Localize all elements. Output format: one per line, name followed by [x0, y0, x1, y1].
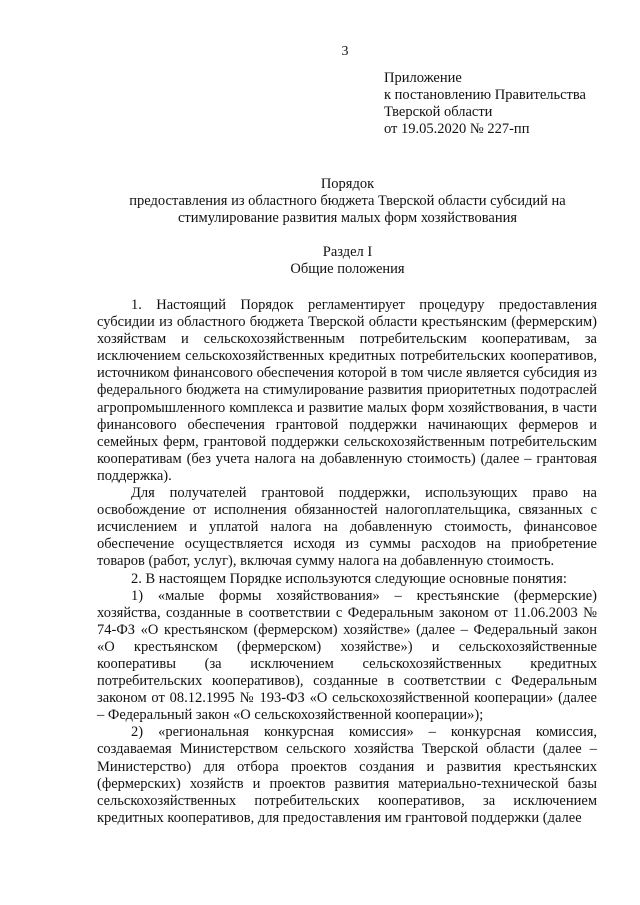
paragraph: 1) «малые формы хозяйствования» – крестьянские (фермерские) хозяйства, созданные в соответствии с Федеральным законом от 11.06.2003 № 74-ФЗ «О крестьянском (фермерском) хозяйстве» (далее – Федеральный закон «О крестьянском (фермерском) хозяйстве») и сельскохозяйственные кооперативы (за исключением сельскохозяйственных кредитных потребительских кооперативов), созданные в соответствии с Федеральным законом от 08.12.1995 № 193-ФЗ «О сельскохозяйственной кооперации» (далее – Федеральный закон «О сельскохозяйственной кооперации»); [97, 587, 597, 724]
body-text [97, 297, 597, 827]
title-line: стимулирование развития малых форм хозяйствования [177, 210, 518, 226]
paragraph: 2. В настоящем Порядке используются следующие основные понятия: [131, 570, 567, 587]
appendix-line: от 19.05.2020 № 227-пп [384, 121, 530, 137]
appendix-line: к постановлению Правительства [384, 87, 586, 103]
paragraph: 1. Настоящий Порядок регламентирует процедуру предоставления субсидии из областного бюджета Тверской области крестьянским (фермерским) хозяйствам и сельскохозяйственным потребительским кооперативам, за исключением сельскохозяйственных кредитных потребительских кооперативов, источником финансового обеспечения которой в том числе является субсидия из федерального бюджета на стимулирование развития приоритетных подотраслей агропромышленного комплекса и развитие малых форм хозяйствования, в части финансового обеспечения грантовой поддержки начинающих фермеров и семейных ферм, грантовой поддержки сельскохозяйственным потребительским кооперативам (без учета налога на добавленную стоимость) (далее – грантовая поддержка). [97, 297, 597, 484]
title-line: предоставления из областного бюджета Тверской области субсидий на [129, 193, 566, 209]
section-number: Раздел I [322, 244, 373, 260]
appendix-line: Приложение [384, 70, 462, 86]
appendix-line: Тверской области [384, 104, 493, 120]
page-number: 3 [341, 44, 349, 59]
appendix-header [384, 70, 624, 138]
document-title [80, 176, 615, 227]
paragraph: Для получателей грантовой поддержки, использующих право на освобождение от исполнения обязанностей налогоплательщика, связанных с исчислением и уплатой налога на добавленную стоимость, финансовое обеспечение осуществляется исходя из суммы расходов на приобретение товаров (работ, услуг), включая сумму налога на добавленную стоимость. [97, 485, 597, 570]
paragraph: 2) «региональная конкурсная комиссия» – конкурсная комиссия, создаваемая Министерством сельского хозяйства Тверской области (далее – Министерство) для отбора проектов создания и развития крестьянских (фермерских) хозяйств и проектов развития материально-технической базы сельскохозяйственных потребительских кооперативов, за исключением кредитных кооперативов, для предоставления им грантовой поддержки (далее [97, 724, 597, 826]
section-heading [80, 244, 615, 278]
title-line: Порядок [320, 176, 375, 192]
section-name: Общие положения [290, 261, 405, 277]
